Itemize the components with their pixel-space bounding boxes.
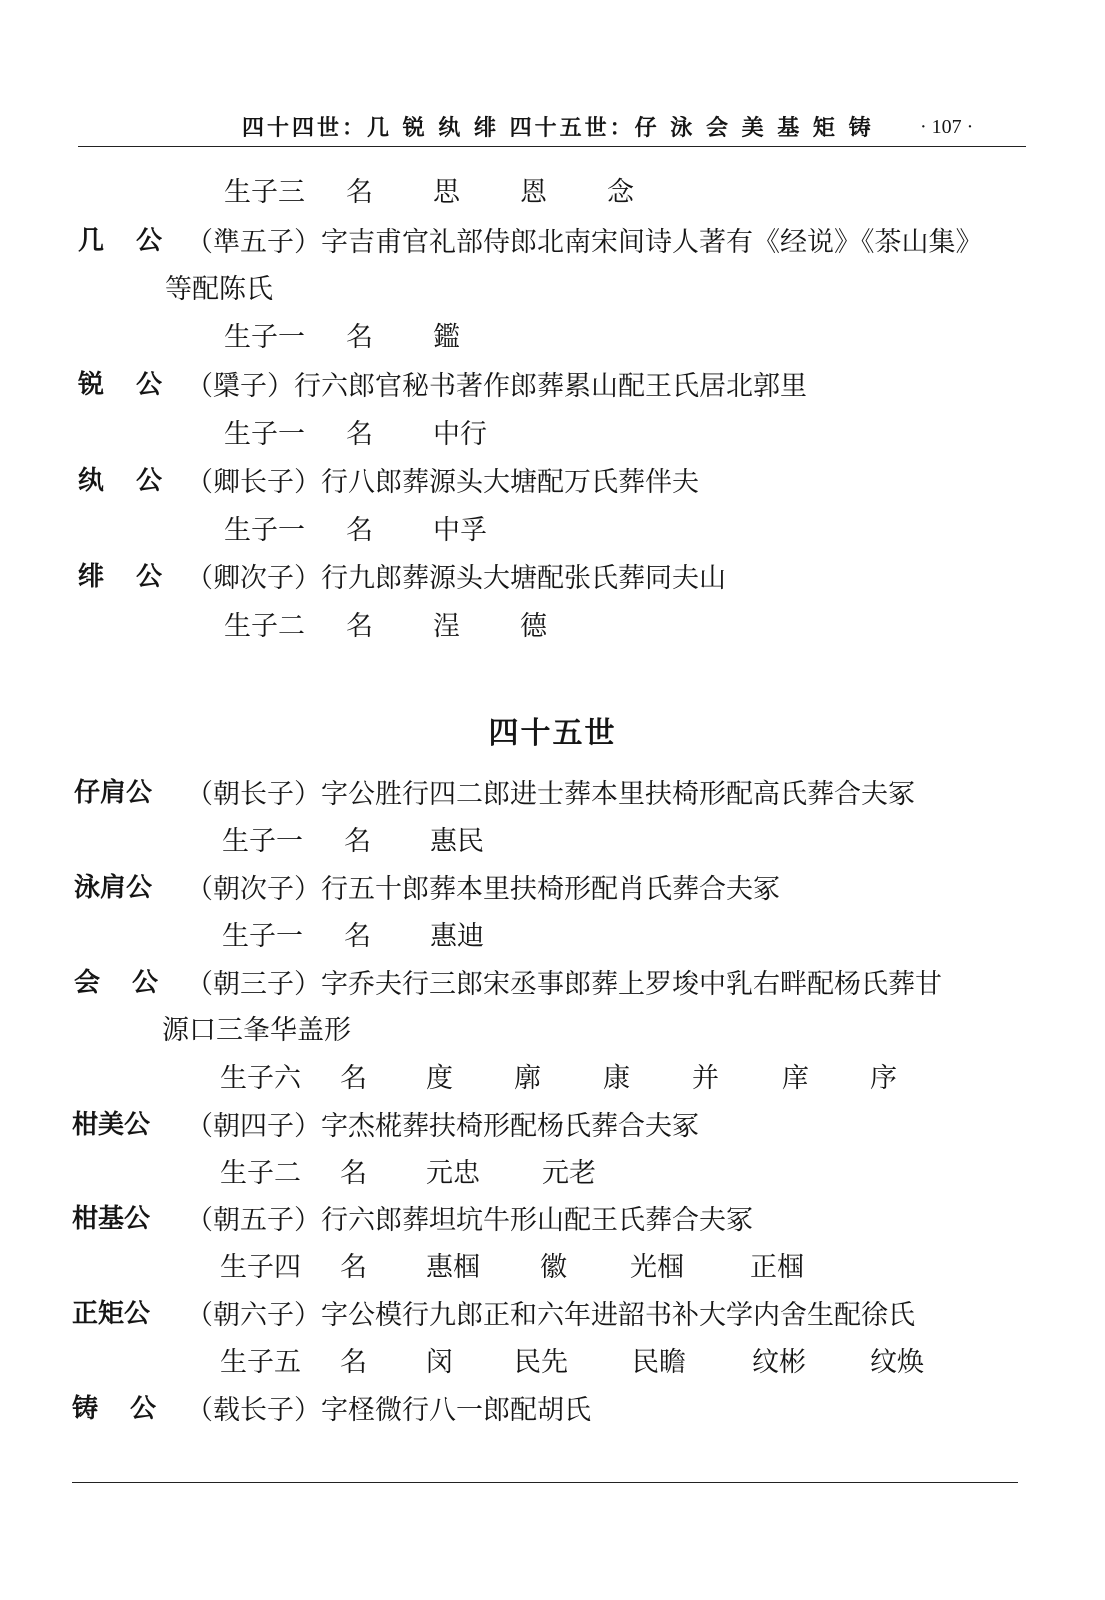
sons-count: 生子一 [222, 921, 303, 952]
son-name: 庠 [782, 1063, 809, 1094]
sons-label: 名 [346, 177, 373, 208]
entry-description: （朝五子）行六郎葬坦坑牛形山配王氏葬合夫冢 [186, 1205, 753, 1236]
son-name: 民瞻 [632, 1347, 686, 1378]
sons-count: 生子一 [222, 826, 303, 857]
son-name: 康 [603, 1063, 630, 1094]
sons-label: 名 [346, 419, 373, 450]
entry-name: 绯公 [78, 562, 195, 592]
son-name: 念 [607, 177, 634, 208]
entry-name: 柑美公 [72, 1110, 151, 1140]
entry-description: （朝六子）字公模行九郎正和六年进韶书补大学内舍生配徐氏 [186, 1300, 915, 1331]
son-name: 光椢 [630, 1252, 684, 1283]
sons-count: 生子三 [224, 177, 305, 208]
son-name: 思 [433, 177, 460, 208]
sons-count: 生子二 [220, 1158, 301, 1189]
entry-name: 泳肩公 [74, 873, 153, 903]
sons-label: 名 [340, 1347, 367, 1378]
entry-description-continued: 源口三夆华盖形 [162, 1015, 351, 1046]
son-name: 正椢 [750, 1252, 804, 1283]
sons-label: 名 [340, 1063, 367, 1094]
entry-description: （卿次子）行九郎葬源头大塘配张氏葬同夫山 [186, 563, 726, 594]
son-name: 度 [426, 1063, 453, 1094]
generation-heading: 四十五世 [488, 716, 617, 751]
son-name: 序 [870, 1063, 897, 1094]
son-name: 鑑 [433, 322, 460, 353]
son-name: 徽 [540, 1252, 567, 1283]
son-name: 纹彬 [752, 1347, 806, 1378]
header-rule [78, 146, 1026, 147]
entry-description-continued: 等配陈氏 [165, 274, 273, 305]
entry-name: 正矩公 [72, 1299, 151, 1329]
sons-label: 名 [346, 322, 373, 353]
entry-name: 锐公 [78, 370, 195, 400]
sons-count: 生子二 [224, 611, 305, 642]
sons-count: 生子一 [224, 515, 305, 546]
sons-count: 生子四 [220, 1252, 301, 1283]
entry-description: （卿长子）行八郎葬源头大塘配万氏葬伴夫 [186, 467, 699, 498]
son-name: 廓 [514, 1063, 541, 1094]
sons-label: 名 [346, 611, 373, 642]
son-name: 惠民 [430, 826, 484, 857]
son-name: 元忠 [426, 1158, 480, 1189]
son-name: 闵 [426, 1347, 453, 1378]
sons-label: 名 [340, 1252, 367, 1283]
entry-name: 纨公 [78, 466, 195, 496]
entry-description: （载长子）字柽微行八一郎配胡氏 [186, 1395, 591, 1426]
son-name: 浧 [433, 611, 460, 642]
sons-count: 生子一 [224, 322, 305, 353]
entry-description: （準五子）字吉甫官礼部侍郎北南宋间诗人著有《经说》《茶山集》 [186, 227, 983, 258]
running-head [78, 108, 1026, 144]
sons-count: 生子五 [220, 1347, 301, 1378]
entry-description: （朝长子）字公胜行四二郎进士葬本里扶椅形配高氏葬合夫冢 [186, 779, 915, 810]
sons-label: 名 [344, 826, 371, 857]
son-name: 元老 [542, 1158, 596, 1189]
son-name: 中孚 [433, 515, 487, 546]
son-name: 惠椢 [426, 1252, 480, 1283]
entry-name: 柑基公 [72, 1204, 151, 1234]
entry-name: 几公 [78, 226, 195, 256]
son-name: 德 [520, 611, 547, 642]
entry-description: （朝四子）字杰椛葬扶椅形配杨氏葬合夫冢 [186, 1111, 699, 1142]
entry-name: 铸公 [72, 1394, 189, 1424]
running-head-title: 四十四世：几 锐 纨 绯 四十五世：仔 泳 会 美 基 矩 铸 [242, 116, 874, 141]
sons-count: 生子六 [220, 1063, 301, 1094]
sons-count: 生子一 [224, 419, 305, 450]
entry-description: （朝三子）字乔夫行三郎宋丞事郎葬上罗埈中乳右畔配杨氏葬甘 [186, 969, 942, 1000]
entry-name: 仔肩公 [74, 778, 153, 808]
son-name: 惠迪 [430, 921, 484, 952]
entry-description: （檃子）行六郎官秘书著作郎葬累山配王氏居北郭里 [186, 371, 807, 402]
son-name: 并 [692, 1063, 719, 1094]
sons-label: 名 [340, 1158, 367, 1189]
entry-name: 会公 [74, 968, 191, 998]
page-number: · 107 · [920, 116, 974, 138]
footer-rule [72, 1482, 1018, 1483]
sons-label: 名 [346, 515, 373, 546]
son-name: 中行 [433, 419, 487, 450]
son-name: 恩 [520, 177, 547, 208]
son-name: 纹焕 [870, 1347, 924, 1378]
entry-description: （朝次子）行五十郎葬本里扶椅形配肖氏葬合夫冢 [186, 874, 780, 905]
sons-label: 名 [344, 921, 371, 952]
son-name: 民先 [514, 1347, 568, 1378]
